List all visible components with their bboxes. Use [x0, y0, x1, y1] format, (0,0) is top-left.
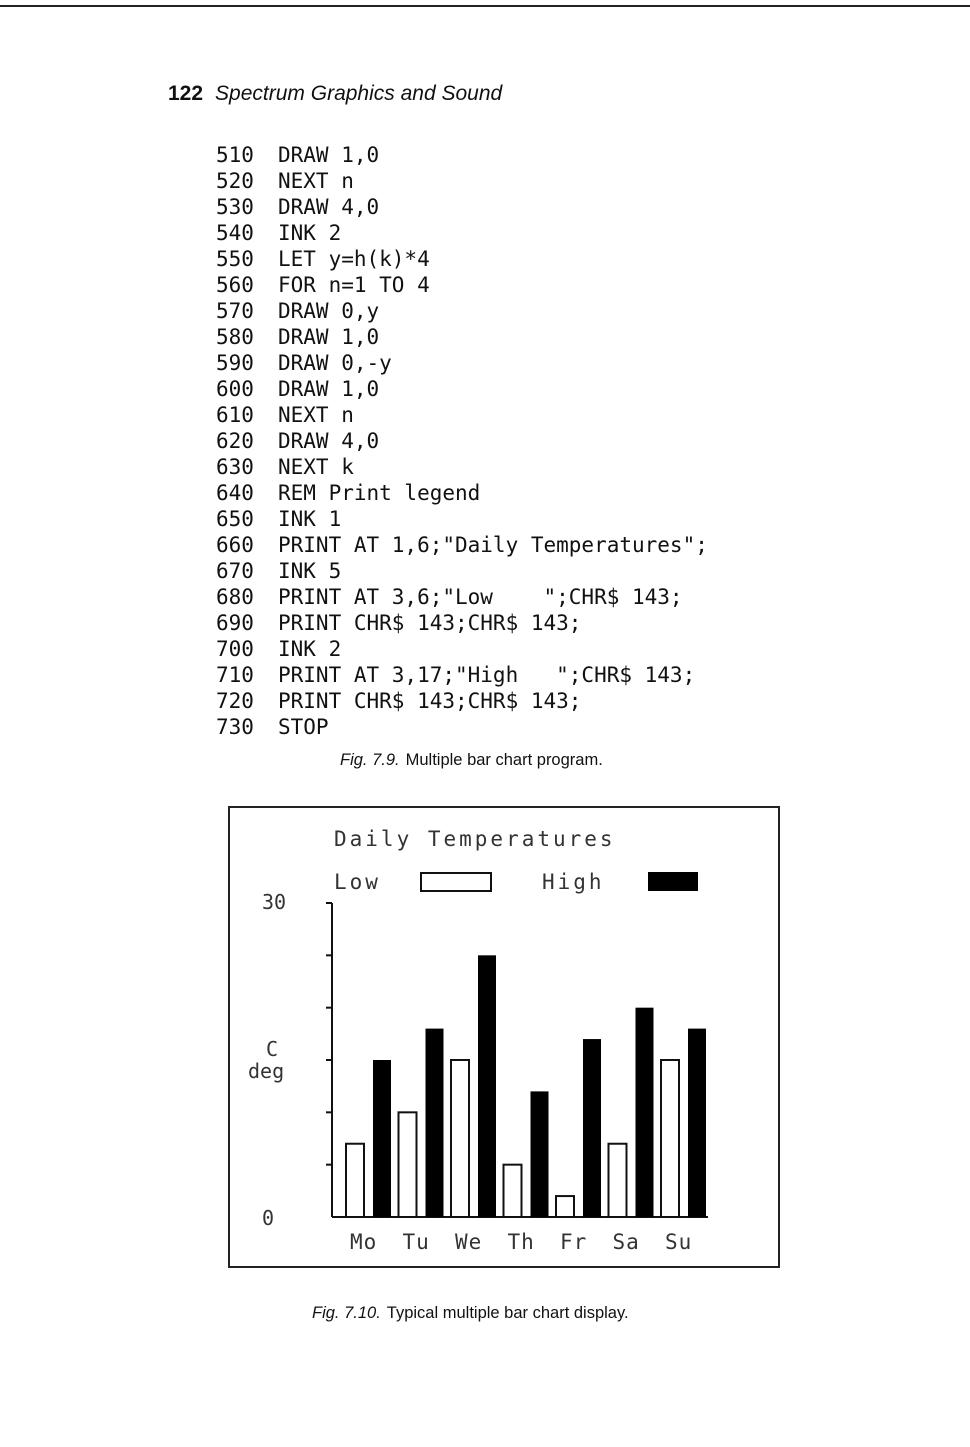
code-line — [216, 610, 708, 636]
page-number: 122 — [168, 82, 204, 105]
line-number: 510 — [216, 143, 254, 167]
line-number: 540 — [216, 221, 254, 245]
code-text: PRINT CHR$ 143;CHR$ 143; — [278, 611, 582, 635]
chart-title: Daily Temperatures — [334, 827, 616, 851]
code-text: PRINT AT 1,6;"Daily Temperatures"; — [278, 533, 708, 557]
line-number: 700 — [216, 637, 254, 661]
line-number: 730 — [216, 715, 254, 739]
code-text: INK 5 — [278, 559, 342, 583]
line-number: 630 — [216, 455, 254, 479]
code-line — [216, 480, 708, 506]
top-rule — [0, 5, 970, 7]
code-text: DRAW 1,0 — [278, 143, 380, 167]
code-line — [216, 272, 708, 298]
bar-low-mo — [346, 1144, 364, 1217]
code-line — [216, 324, 708, 350]
code-text: DRAW 4,0 — [278, 195, 380, 219]
code-text: PRINT CHR$ 143;CHR$ 143; — [278, 689, 582, 713]
code-line — [216, 688, 708, 714]
code-line — [216, 584, 708, 610]
line-number: 550 — [216, 247, 254, 271]
bar-high-mo — [373, 1060, 391, 1217]
y-tick-label-min: 0 — [262, 1206, 275, 1230]
line-number: 610 — [216, 403, 254, 427]
bar-low-fr — [556, 1196, 574, 1217]
bar-high-we — [478, 955, 496, 1217]
code-text: DRAW 4,0 — [278, 429, 380, 453]
code-text: STOP — [278, 715, 329, 739]
y-axis-label-line1: C — [266, 1037, 279, 1061]
line-number: 680 — [216, 585, 254, 609]
code-text: FOR n=1 TO 4 — [278, 273, 430, 297]
code-line — [216, 428, 708, 454]
x-tick-label: Tu — [402, 1230, 430, 1254]
x-tick-label: We — [455, 1230, 483, 1254]
x-tick-label: Mo — [350, 1230, 378, 1254]
bar-chart-display — [228, 806, 780, 1268]
figure-caption-7-9 — [340, 751, 603, 770]
line-number: 620 — [216, 429, 254, 453]
code-text: NEXT n — [278, 169, 354, 193]
code-line — [216, 558, 708, 584]
code-line — [216, 376, 708, 402]
bar-low-tu — [399, 1112, 417, 1217]
line-number: 590 — [216, 351, 254, 375]
x-tick-label: Su — [665, 1230, 693, 1254]
x-tick-label: Sa — [612, 1230, 640, 1254]
figure-caption-text: Multiple bar chart program. — [405, 751, 603, 769]
code-text: NEXT n — [278, 403, 354, 427]
bar-high-su — [688, 1029, 706, 1217]
bar-low-we — [451, 1060, 469, 1217]
program-listing — [216, 142, 708, 740]
figure-caption-text: Typical multiple bar chart display. — [386, 1304, 629, 1322]
legend-low-swatch — [421, 873, 491, 891]
code-line — [216, 142, 708, 168]
bar-high-sa — [636, 1008, 654, 1217]
running-head — [168, 82, 502, 106]
bar-high-th — [531, 1091, 549, 1217]
x-tick-label: Fr — [560, 1230, 588, 1254]
line-number: 520 — [216, 169, 254, 193]
x-tick-label: Th — [507, 1230, 535, 1254]
y-tick-label-max: 30 — [262, 890, 287, 914]
code-text: DRAW 1,0 — [278, 325, 380, 349]
code-text: PRINT AT 3,17;"High ";CHR$ 143; — [278, 663, 696, 687]
legend-low-label: Low — [334, 870, 381, 894]
bar-low-th — [504, 1165, 522, 1217]
code-line — [216, 246, 708, 272]
legend-high-swatch — [648, 872, 698, 891]
code-text: REM Print legend — [278, 481, 481, 505]
bar-high-fr — [583, 1039, 601, 1217]
code-text: DRAW 0,y — [278, 299, 380, 323]
code-line — [216, 662, 708, 688]
code-text: INK 2 — [278, 221, 342, 245]
code-line — [216, 532, 708, 558]
figure-caption-7-10 — [312, 1304, 629, 1323]
running-title: Spectrum Graphics and Sound — [215, 82, 503, 105]
code-line — [216, 402, 708, 428]
code-line — [216, 298, 708, 324]
line-number: 710 — [216, 663, 254, 687]
figure-label: Fig. 7.10. — [312, 1304, 381, 1322]
bar-low-su — [661, 1060, 679, 1217]
line-number: 580 — [216, 325, 254, 349]
code-text: DRAW 1,0 — [278, 377, 380, 401]
bar-low-sa — [609, 1144, 627, 1217]
line-number: 720 — [216, 689, 254, 713]
code-line — [216, 714, 708, 740]
line-number: 690 — [216, 611, 254, 635]
line-number: 640 — [216, 481, 254, 505]
line-number: 660 — [216, 533, 254, 557]
code-line — [216, 506, 708, 532]
bar-high-tu — [426, 1029, 444, 1217]
line-number: 560 — [216, 273, 254, 297]
line-number: 650 — [216, 507, 254, 531]
code-text: NEXT k — [278, 455, 354, 479]
code-text: INK 1 — [278, 507, 342, 531]
code-text: PRINT AT 3,6;"Low ";CHR$ 143; — [278, 585, 683, 609]
line-number: 570 — [216, 299, 254, 323]
legend-high-label: High — [542, 870, 605, 894]
code-line — [216, 168, 708, 194]
code-line — [216, 350, 708, 376]
code-line — [216, 636, 708, 662]
code-line — [216, 220, 708, 246]
y-axis-label-line2: deg — [248, 1059, 285, 1083]
code-line — [216, 194, 708, 220]
line-number: 600 — [216, 377, 254, 401]
code-text: INK 2 — [278, 637, 342, 661]
code-line — [216, 454, 708, 480]
code-text: DRAW 0,-y — [278, 351, 392, 375]
line-number: 670 — [216, 559, 254, 583]
code-text: LET y=h(k)*4 — [278, 247, 430, 271]
line-number: 530 — [216, 195, 254, 219]
bar-chart — [230, 808, 778, 1266]
figure-label: Fig. 7.9. — [340, 751, 400, 769]
